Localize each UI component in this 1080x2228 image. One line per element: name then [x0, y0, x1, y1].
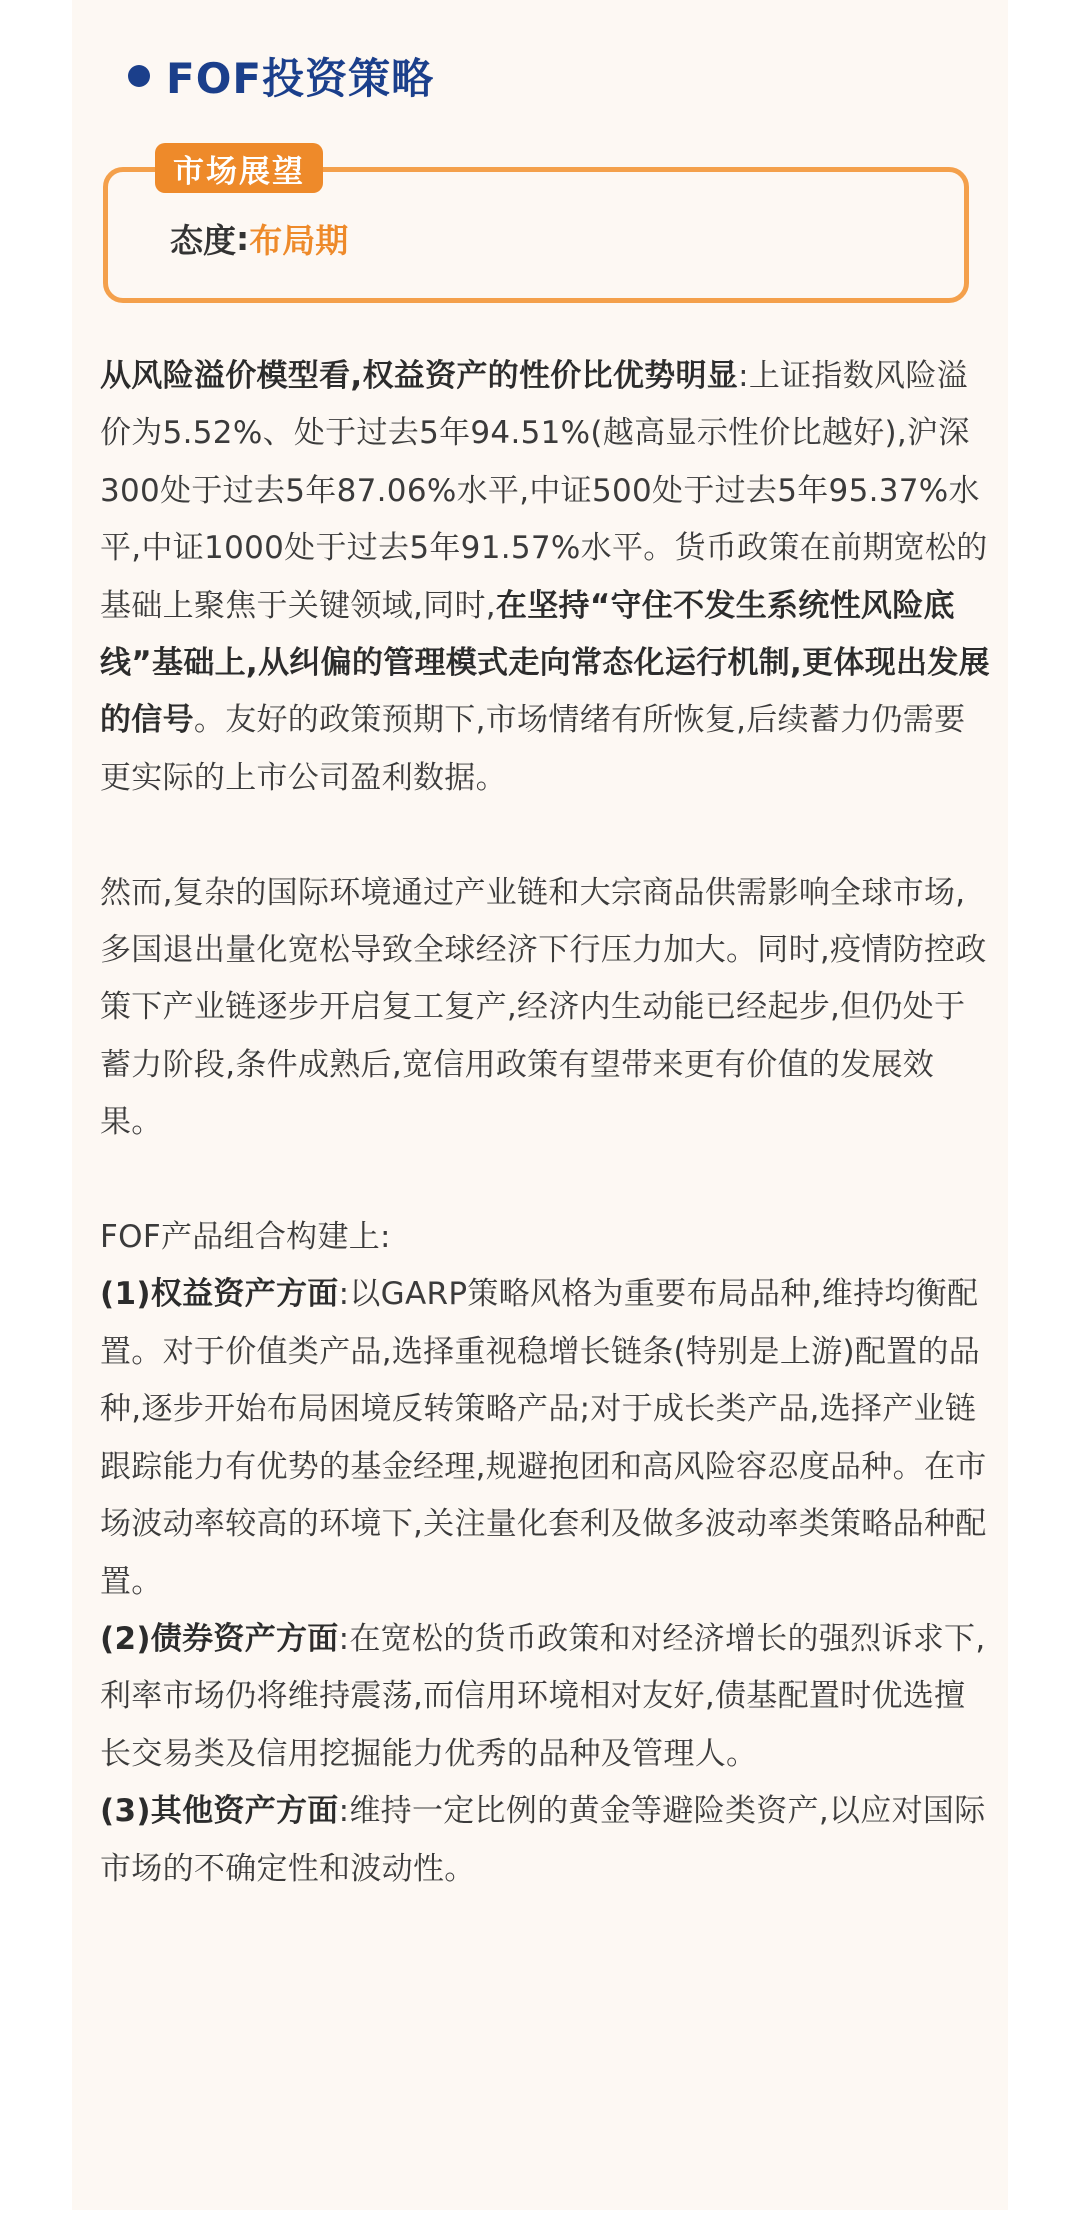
paragraph1-text-b: 。友好的政策预期下,市场情绪有所恢复,后续蓄力仍需要更实际的上市公司盈利数据。: [100, 702, 966, 796]
bond-bold-label: (2)债券资产方面: [100, 1620, 339, 1657]
paragraph-equity: [100, 1266, 990, 1610]
other-text: :维持一定比例的黄金等避险类资产,以应对国际市场的不确定性和波动性。: [100, 1793, 986, 1887]
paragraph-fof-intro: FOF产品组合构建上:: [100, 1219, 391, 1256]
bullet-dot-icon: [128, 65, 150, 87]
paragraph1-bold-policy: 在坚持“守住不发生系统性风险底线”基础上,从纠偏的管理模式走向常态化运行机制,更体现出发展的信号: [100, 587, 990, 739]
section-heading: [128, 46, 434, 106]
bond-text: :在宽松的货币政策和对经济增长的强烈诉求下,利率市场仍将维持震荡,而信用环境相对友好,债基配置时优选擅长交易类及信用挖掘能力优秀的品种及管理人。: [100, 1620, 986, 1772]
attitude-line: [170, 214, 348, 262]
paragraph-other: [100, 1783, 990, 1898]
paragraph-gap: [100, 807, 990, 864]
paragraph-international: 然而,复杂的国际环境通过产业链和大宗商品供需影响全球市场,多国退出量化宽松导致全球经济下行压力加大。同时,疫情防控政策下产业链逐步开启复工复产,经济内生动能已经起步,但仍处于蓄力阶段,条件成熟后,宽信用政策有望带来更有价值的发展效果。: [100, 874, 987, 1141]
attitude-value: 布局期: [249, 220, 349, 260]
paragraph-risk-premium: [100, 348, 990, 807]
attitude-separator: :: [236, 218, 250, 258]
section-title: FOF投资策略: [166, 54, 435, 103]
market-outlook-tag: 市场展望: [155, 143, 323, 193]
equity-text: :以GARP策略风格为重要布局品种,维持均衡配置。对于价值类产品,选择重视稳增长链条(特别是上游)配置的品种,逐步开始布局困境反转策略产品;对于成长类产品,选择产业链跟踪能力有优势的基金经理,规避抱团和高风险容忍度品种。在市场波动率较高的环境下,关注量化套利及做多波动率类策略品种配置。: [100, 1276, 987, 1600]
paragraph-gap: [100, 1152, 990, 1209]
equity-bold-label: (1)权益资产方面: [100, 1276, 339, 1313]
paragraph1-bold-lead: 从风险溢价模型看,权益资产的性价比优势明显: [100, 358, 739, 394]
other-bold-label: (3)其他资产方面: [100, 1793, 339, 1830]
paragraph1-text-a: :上证指数风险溢价为5.52%、处于过去5年94.51%(越高显示性价比越好),沪深300处于过去5年87.06%水平,中证500处于过去5年95.37%水平,中证1000处于过去5年91.57%水平。货币政策在前期宽松的基础上聚焦于关键领域,同时,: [100, 358, 988, 624]
article-body: [100, 348, 990, 1898]
paragraph-bond: [100, 1611, 990, 1783]
attitude-label: 态度: [170, 220, 236, 260]
